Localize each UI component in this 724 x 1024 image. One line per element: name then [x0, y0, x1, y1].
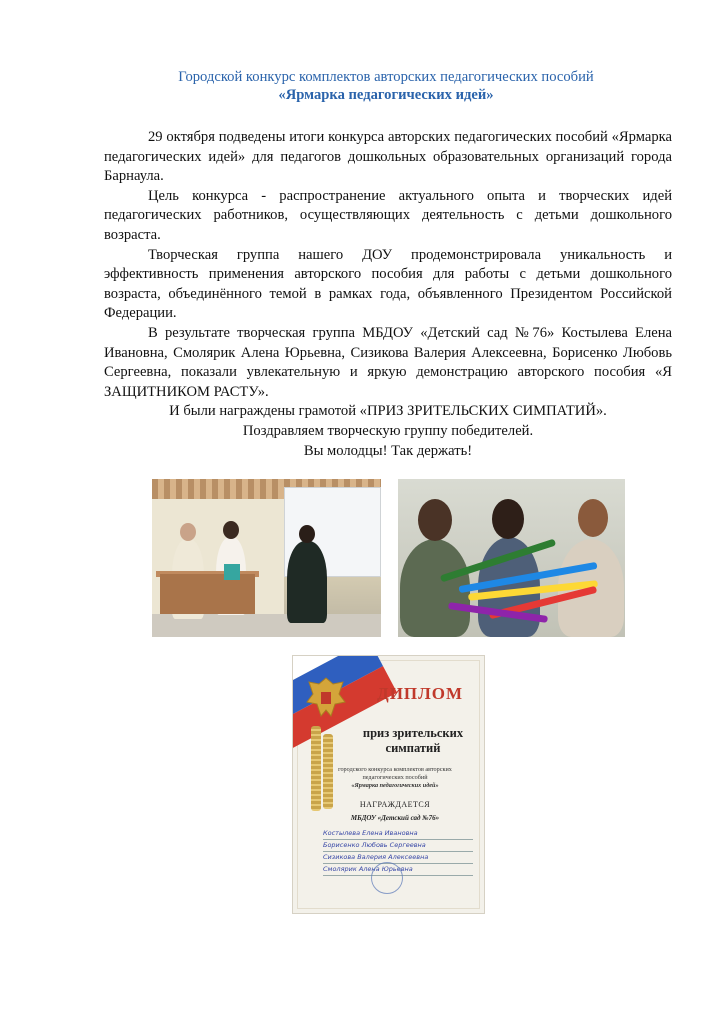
diploma-image	[292, 655, 485, 914]
stamp-seal	[371, 862, 403, 894]
diploma-contest	[311, 766, 479, 790]
diploma-subtitle-line: симпатий	[385, 741, 441, 755]
diploma-contest-line: городского конкурса комплектов авторских	[338, 766, 452, 773]
diploma-title: ДИПЛОМ	[377, 684, 464, 703]
diploma-name: Смолярик Алена Юрьевна	[323, 864, 473, 876]
presentation-photo	[152, 479, 381, 637]
desk	[160, 574, 255, 614]
paragraph: Цель конкурса - распространение актуального опыта и творческих идей педагогических работников, осуществляющих деятельность с детьми дошкольного возраста.	[104, 187, 672, 243]
cheer-line: Вы молодцы! Так держать!	[303, 442, 473, 459]
diploma-subtitle-line: приз зрительских	[362, 726, 464, 740]
diploma-name: Борисенко Любовь Сергеевна	[323, 840, 473, 852]
coat-of-arms-icon	[305, 674, 347, 720]
article-body	[104, 128, 672, 461]
teal-box	[224, 564, 240, 580]
header-contest-name: Городской конкурс комплектов авторских педагогических пособий	[178, 69, 594, 85]
diploma-contest-title: «Ярмарка педагогических идей»	[351, 782, 439, 789]
diploma-name: Сизикова Валерия Алексеевна	[323, 852, 473, 864]
diploma-subtitle	[353, 726, 473, 756]
congrats-line: Поздравляем творческую группу победителей.	[242, 422, 534, 439]
diploma-organization: МБДОУ «Детский сад №76»	[350, 814, 440, 822]
teacher-figure	[287, 541, 327, 623]
paragraph: В результате творческая группа МБДОУ «Детский сад №76» Костылева Елена Ивановна, Смолярик Алена Юрьевна, Сизикова Валерия Алексеевна, Борисенко Любовь Сергеевна, показали увлекательную и яркую демонстрацию авторского пособия «Я ЗАЩИТНИКОМ РАСТУ».	[104, 324, 672, 400]
diploma-name: Костылева Елена Ивановна	[323, 828, 473, 840]
paragraph: Творческая группа нашего ДОУ продемонстрировала уникальность и эффективность применения авторского пособия для работы с детьми дошкольного возраста, объединённого темой в рамках года, объявленного Президентом Российской Федерации.	[104, 246, 672, 322]
ribbons-photo	[398, 479, 625, 637]
diploma-award-label: НАГРАЖДАЕТСЯ	[359, 800, 431, 809]
header-contest-title: «Ярмарка педагогических идей»	[278, 87, 494, 103]
award-line: И были награждены грамотой «ПРИЗ ЗРИТЕЛЬСКИХ СИМПАТИЙ».	[169, 403, 607, 420]
paragraph: 29 октября подведены итоги конкурса авторских педагогических пособий «Ярмарка педагогических идей» для педагогов дошкольных образовательных организаций города Барнаула.	[104, 129, 672, 185]
document-header	[100, 68, 672, 104]
diploma-contest-line: педагогических пособий	[362, 774, 428, 781]
